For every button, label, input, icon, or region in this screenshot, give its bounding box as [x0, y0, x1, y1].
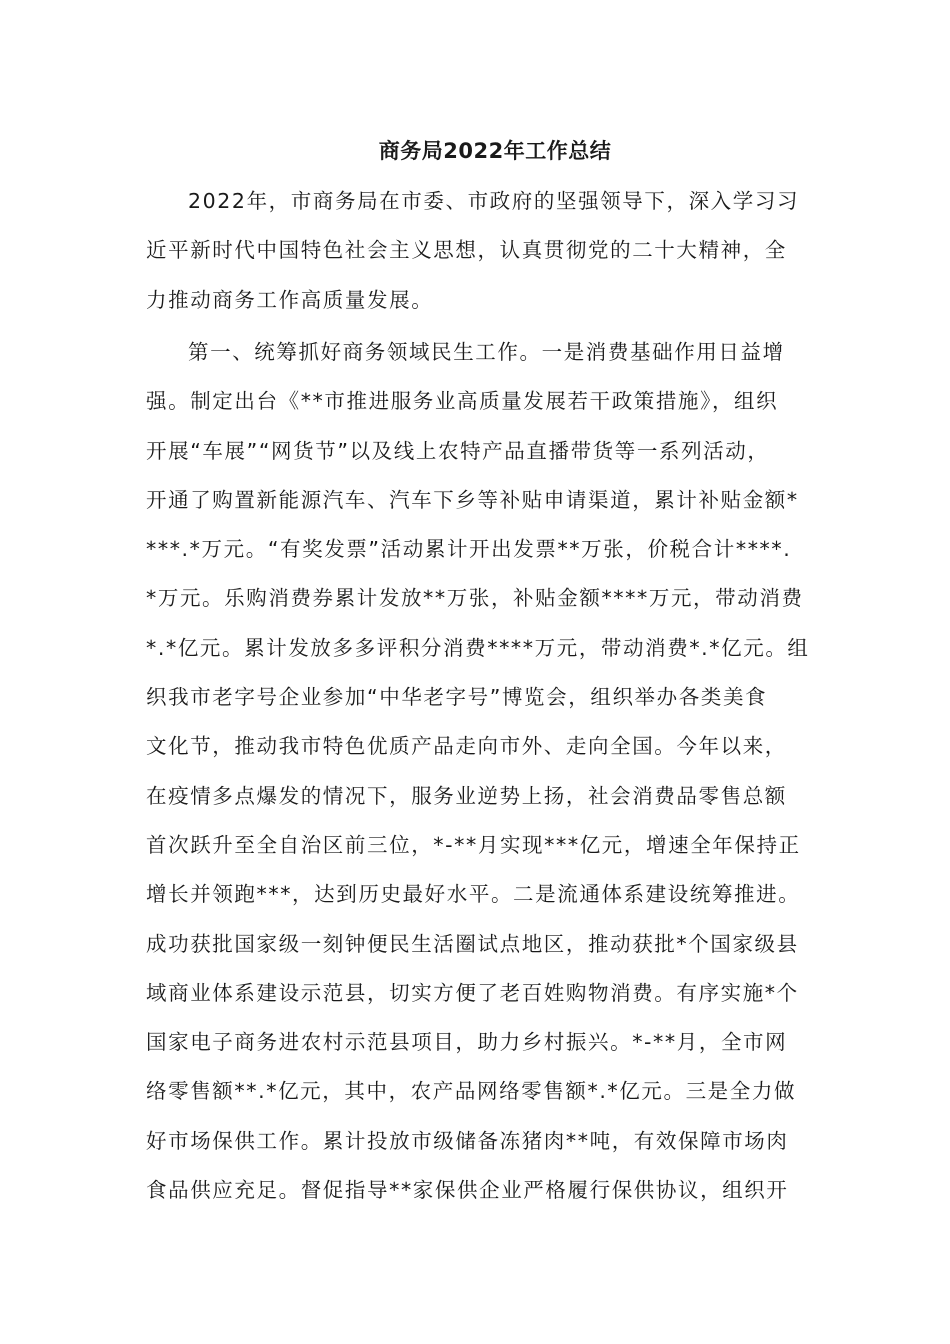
text-line: 开通了购置新能源汽车、汽车下乡等补贴申请渠道，累计补贴金额* [146, 487, 799, 512]
text-line: 2022年，市商务局在市委、市政府的坚强领导下，深入学习习 [188, 189, 800, 213]
text-line: 国家电子商务进农村示范县项目，助力乡村振兴。*-**月，全市网 [146, 1030, 788, 1055]
text-line: 首次跃升至全自治区前三位，*-**月实现***亿元，增速全年保持正 [146, 832, 801, 857]
text-line: 织我市老字号企业参加“中华老字号”博览会，组织举办各类美食 [146, 685, 768, 710]
text-line: 第一、统筹抓好商务领域民生工作。一是消费基础作用日益增 [188, 340, 785, 364]
text-line: 开展“车展”“网货节”以及线上农特产品直播带货等一系列活动， [146, 438, 770, 463]
text-line: ***.*万元。“有奖发票”活动累计开出发票**万张，价税合计****. [146, 537, 792, 562]
text-line: 力推动商务工作高质量发展。 [146, 287, 434, 312]
text-line: 好市场保供工作。累计投放市级储备冻猪肉**吨，有效保障市场肉 [146, 1128, 789, 1153]
text-line: 在疫情多点爆发的情况下，服务业逆势上扬，社会消费品零售总额 [146, 783, 787, 808]
text-line: 络零售额**.*亿元，其中，农产品网络零售额*.*亿元。三是全力做 [146, 1079, 797, 1104]
text-line: *万元。乐购消费券累计发放**万张，补贴金额****万元，带动消费 [146, 586, 804, 611]
text-line: 增长并领跑***，达到历史最好水平。二是流通体系建设统筹推进。 [146, 882, 801, 907]
text-line: *.*亿元。累计发放多多评积分消费****万元，带动消费*.*亿元。组 [146, 635, 810, 660]
paragraph-section-one [146, 328, 826, 1215]
text-line: 成功获批国家级一刻钟便民生活圈试点地区，推动获批*个国家级县 [146, 931, 799, 956]
text-line: 域商业体系建设示范县，切实方便了老百姓购物消费。有序实施*个 [146, 980, 799, 1005]
paragraph-intro [146, 177, 826, 325]
text-line: 强。制定出台《**市推进服务业高质量发展若干政策措施》，组织 [146, 389, 779, 414]
text-line: 文化节，推动我市特色优质产品走向市外、走向全国。今年以来， [146, 734, 787, 759]
text-line: 食品供应充足。督促指导**家保供企业严格履行保供协议，组织开 [146, 1178, 789, 1203]
text-line: 近平新时代中国特色社会主义思想，认真贯彻党的二十大精神，全 [146, 238, 787, 263]
document-title: 商务局2022年工作总结 [378, 139, 612, 163]
